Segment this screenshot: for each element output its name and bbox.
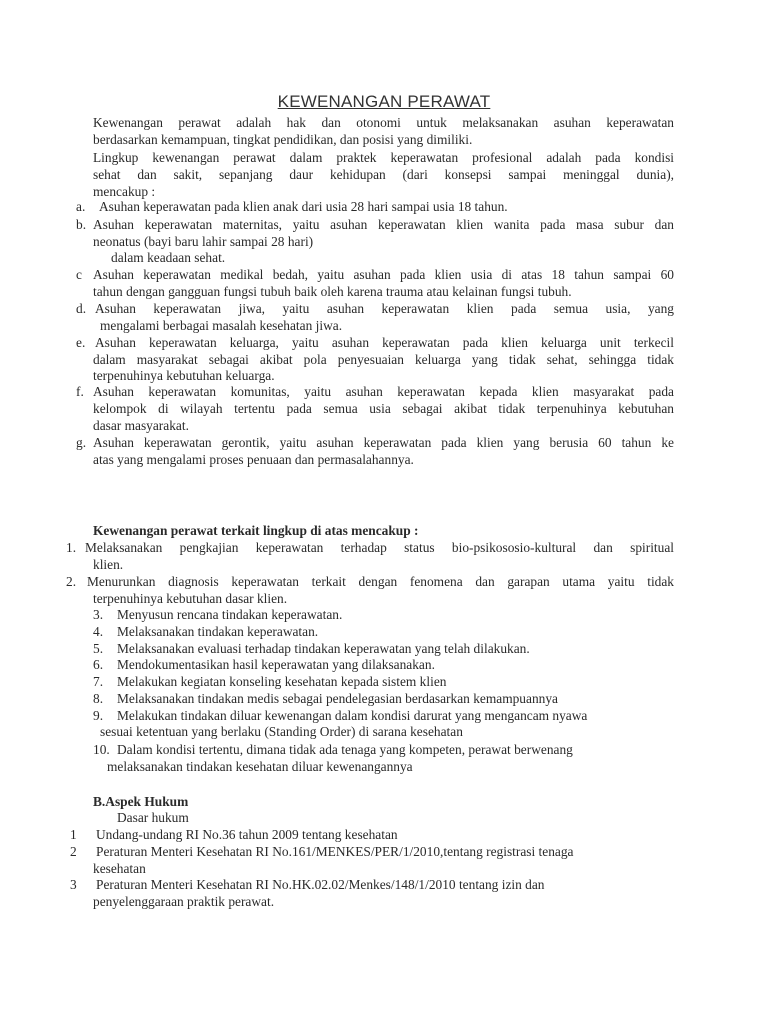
intro-p1-line1: Kewenangan perawat adalah hak dan otonomi untuk melaksanakan asuhan keperawatan: [93, 115, 674, 130]
scope-item-d-line1: Asuhan keperawatan jiwa, yaitu asuhan keperawatan klien pada semua usia, yang: [95, 301, 674, 316]
scope-marker-f: f.: [76, 384, 84, 399]
scope-item-b-line2: neonatus (bayi baru lahir sampai 28 hari): [93, 234, 314, 249]
scope-marker-a: a.: [76, 199, 86, 214]
authority-marker-7: 7.: [93, 674, 104, 689]
scope-item-f-line3: dasar masyarakat.: [93, 418, 189, 433]
authority-item-7-line1: Melakukan kegiatan konseling kesehatan kepada sistem klien: [117, 674, 447, 689]
scope-marker-c: c: [76, 267, 82, 282]
authority-item-5-line1: Melaksanakan evaluasi terhadap tindakan keperawatan yang telah dilakukan.: [117, 641, 530, 656]
authority-item-2-line1: Menurunkan diagnosis keperawatan terkait dengan fenomena dan garapan utama yaitu tidak: [87, 574, 674, 589]
scope-item-g-line2: atas yang mengalami proses penuaan dan permasalahannya.: [93, 452, 414, 467]
authority-marker-5: 5.: [93, 641, 104, 656]
intro-p2-line3: mencakup :: [93, 184, 156, 199]
law-item-2-line1: Peraturan Menteri Kesehatan RI No.161/MENKES/PER/1/2010,tentang registrasi tenaga: [96, 844, 574, 859]
law-heading: B.Aspek Hukum: [93, 794, 189, 809]
scope-item-f-line2: kelompok di wilayah tertentu pada semua usia sebagai akibat tidak terpenuhinya kebutuhan: [93, 401, 674, 416]
scope-item-e-line3: terpenuhinya kebutuhan keluarga.: [93, 368, 275, 383]
authority-item-1-line2: klien.: [93, 557, 124, 572]
authority-marker-6: 6.: [93, 657, 104, 672]
scope-marker-b: b.: [76, 217, 87, 232]
scope-item-f-line1: Asuhan keperawatan komunitas, yaitu asuhan keperawatan kepada klien masyarakat pada: [93, 384, 674, 399]
authority-marker-8: 8.: [93, 691, 104, 706]
law-marker-1: 1: [70, 827, 77, 842]
scope-item-g-line1: Asuhan keperawatan gerontik, yaitu asuhan keperawatan pada klien yang berusia 60 tahun ke: [93, 435, 674, 450]
authority-item-8-line1: Melaksanakan tindakan medis sebagai pendelegasian berdasarkan kemampuannya: [117, 691, 558, 706]
authority-marker-9: 9.: [93, 708, 104, 723]
law-marker-3: 3: [70, 877, 77, 892]
authority-item-4-line1: Melaksanakan tindakan keperawatan.: [117, 624, 319, 639]
authority-heading: Kewenangan perawat terkait lingkup di atas mencakup :: [93, 523, 419, 538]
authority-item-10-line1: Dalam kondisi tertentu, dimana tidak ada tenaga yang kompeten, perawat berwenang: [117, 742, 573, 757]
scope-item-d-line2: mengalami berbagai masalah kesehatan jiwa.: [100, 318, 343, 333]
scope-item-e-line1: Asuhan keperawatan keluarga, yaitu asuhan keperawatan pada klien keluarga unit terkecil: [95, 335, 674, 350]
authority-item-6-line1: Mendokumentasikan hasil keperawatan yang dilaksanakan.: [117, 657, 435, 672]
authority-marker-1: 1.: [66, 540, 77, 555]
scope-marker-e: e.: [76, 335, 86, 350]
authority-item-9-line1: Melakukan tindakan diluar kewenangan dalam kondisi darurat yang mengancam nyawa: [117, 708, 588, 723]
intro-p1-line2: berdasarkan kemampuan, tingkat pendidikan, dan posisi yang dimiliki.: [93, 132, 473, 147]
page-title: KEWENANGAN PERAWAT: [277, 92, 491, 111]
authority-item-9-line2: sesuai ketentuan yang berlaku (Standing Order) di sarana kesehatan: [100, 724, 463, 739]
scope-item-b-line1: Asuhan keperawatan maternitas, yaitu asuhan keperawatan klien wanita pada masa subur dan: [93, 217, 674, 232]
scope-item-b-line3: dalam keadaan sehat.: [111, 250, 226, 265]
authority-item-3-line1: Menyusun rencana tindakan keperawatan.: [117, 607, 343, 622]
intro-p2-line1: Lingkup kewenangan perawat dalam praktek keperawatan profesional adalah pada kondisi: [93, 150, 674, 165]
authority-item-2-line2: terpenuhinya kebutuhan dasar klien.: [93, 591, 288, 606]
authority-marker-2: 2.: [66, 574, 77, 589]
authority-item-1-line1: Melaksanakan pengkajian keperawatan terhadap status bio-psikososio-kultural dan spiritual: [85, 540, 674, 555]
law-marker-2: 2: [70, 844, 77, 859]
scope-marker-g: g.: [76, 435, 87, 450]
scope-item-e-line2: dalam masyarakat sebagai akibat pola penyesuaian keluarga yang tidak sehat, sehingga tidak: [93, 352, 674, 367]
scope-item-c-line2: tahun dengan gangguan fungsi tubuh baik oleh karena trauma atau kelainan fungsi tubuh.: [93, 284, 572, 299]
intro-p2-line2: sehat dan sakit, sepanjang daur kehidupan (dari konsepsi sampai meninggal dunia),: [93, 167, 674, 182]
authority-marker-3: 3.: [93, 607, 104, 622]
authority-item-10-line2: melaksanakan tindakan kesehatan diluar kewenangannya: [107, 759, 413, 774]
scope-item-c-line1: Asuhan keperawatan medikal bedah, yaitu asuhan pada klien usia di atas 18 tahun sampai 60: [93, 267, 674, 282]
scope-marker-d: d.: [76, 301, 87, 316]
scope-item-a-line1: Asuhan keperawatan pada klien anak dari usia 28 hari sampai usia 18 tahun.: [99, 199, 508, 214]
law-item-3-line2: penyelenggaraan praktik perawat.: [93, 894, 275, 909]
authority-marker-4: 4.: [93, 624, 104, 639]
law-item-3-line1: Peraturan Menteri Kesehatan RI No.HK.02.02/Menkes/148/1/2010 tentang izin dan: [96, 877, 545, 892]
authority-marker-10: 10.: [93, 742, 110, 757]
law-item-1-line1: Undang-undang RI No.36 tahun 2009 tentang kesehatan: [96, 827, 398, 842]
law-subheading: Dasar hukum: [117, 810, 189, 825]
law-item-2-line2: kesehatan: [93, 861, 146, 876]
